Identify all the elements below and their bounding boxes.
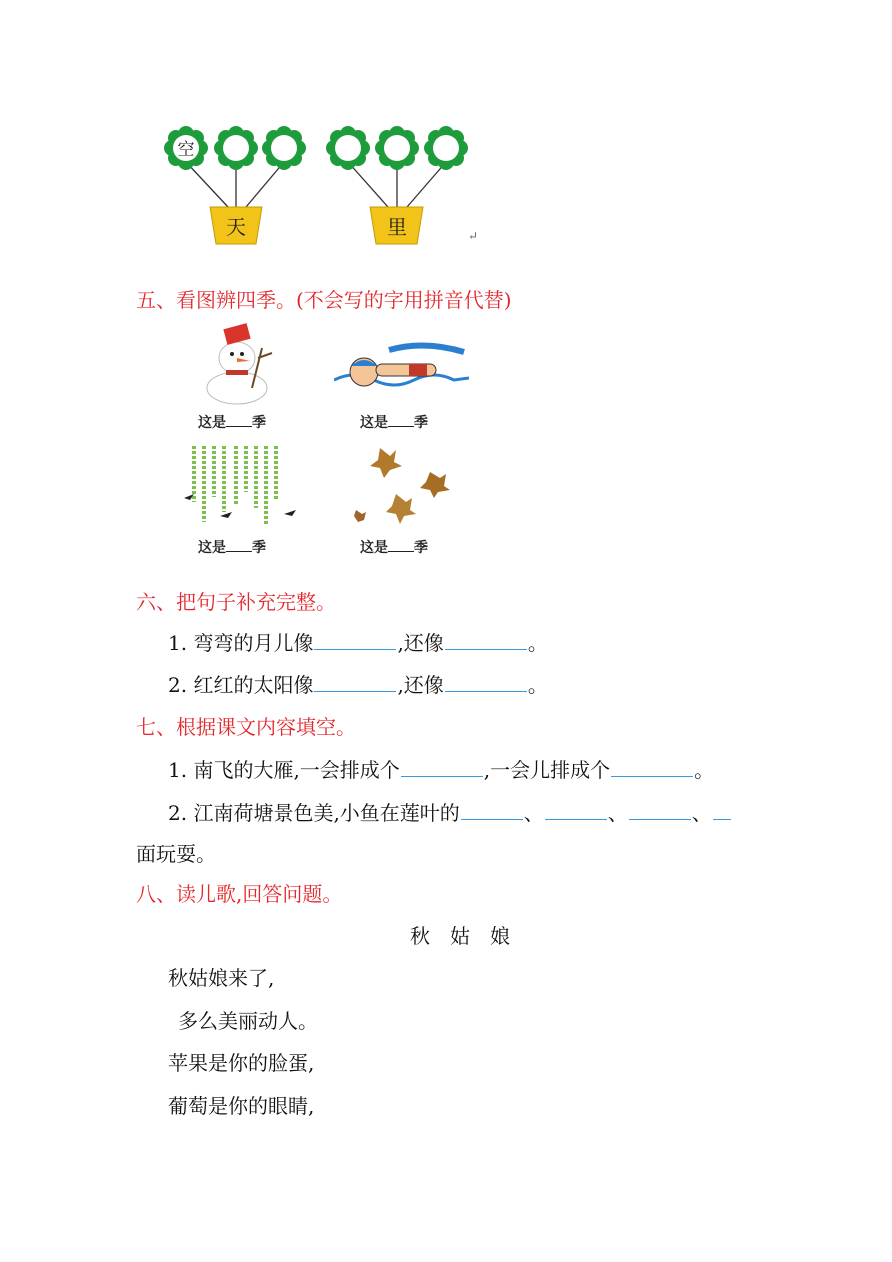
flower-3 (262, 126, 306, 170)
caption-4: 这是 季 (360, 540, 428, 556)
blank[interactable] (713, 799, 731, 820)
swimmer-image (334, 342, 469, 402)
blank[interactable] (314, 629, 396, 650)
blank[interactable] (445, 671, 527, 692)
flower-5 (375, 126, 419, 170)
poem-line-1: 秋姑娘来了, (168, 966, 275, 990)
flower-2 (214, 126, 258, 170)
section7-line-2: 2. 江南荷塘景色美,小鱼在莲叶的 、 、 、 (168, 797, 732, 826)
poem-line-4: 葡萄是你的眼睛, (168, 1094, 315, 1118)
leaves-image (350, 442, 460, 532)
return-mark: ↵ (468, 229, 479, 243)
right-pot-char: 里 (387, 215, 407, 239)
blank[interactable] (611, 756, 693, 777)
blank[interactable] (461, 799, 523, 820)
left-petal-char: 空 (177, 140, 195, 160)
section5-heading: 五、看图辨四季。(不会写的字用拼音代替) (136, 288, 512, 312)
poem-line-3: 苹果是你的脸蛋, (168, 1051, 315, 1075)
caption-1: 这是 季 (198, 415, 266, 431)
poem-line-2: 多么美丽动人。 (178, 1009, 318, 1033)
willow-image (180, 442, 300, 532)
section6-line-1: 1. 弯弯的月儿像 ,还像 。 (168, 631, 548, 655)
section6-heading: 六、把句子补充完整。 (136, 590, 336, 614)
blank[interactable] (445, 629, 527, 650)
section7-line-3: 面玩耍。 (136, 842, 216, 866)
flower-pots-diagram (150, 112, 490, 262)
section7-line-1: 1. 南飞的大雁,一会排成个 ,一会儿排成个 。 (168, 758, 715, 782)
poem-title: 秋 姑 娘 (410, 924, 510, 948)
snowman-image (192, 318, 292, 408)
section6-line-2: 2. 红红的太阳像 ,还像 。 (168, 673, 548, 697)
left-pot-char: 天 (226, 215, 246, 239)
blank[interactable] (314, 671, 396, 692)
caption-3: 这是 季 (198, 540, 266, 556)
section8-heading: 八、读儿歌,回答问题。 (136, 882, 343, 906)
blank[interactable] (629, 799, 691, 820)
section7-heading: 七、根据课文内容填空。 (136, 715, 356, 739)
flower-4 (326, 126, 370, 170)
flower-6 (424, 126, 468, 170)
blank[interactable] (545, 799, 607, 820)
caption-2: 这是 季 (360, 415, 428, 431)
blank[interactable] (401, 756, 483, 777)
